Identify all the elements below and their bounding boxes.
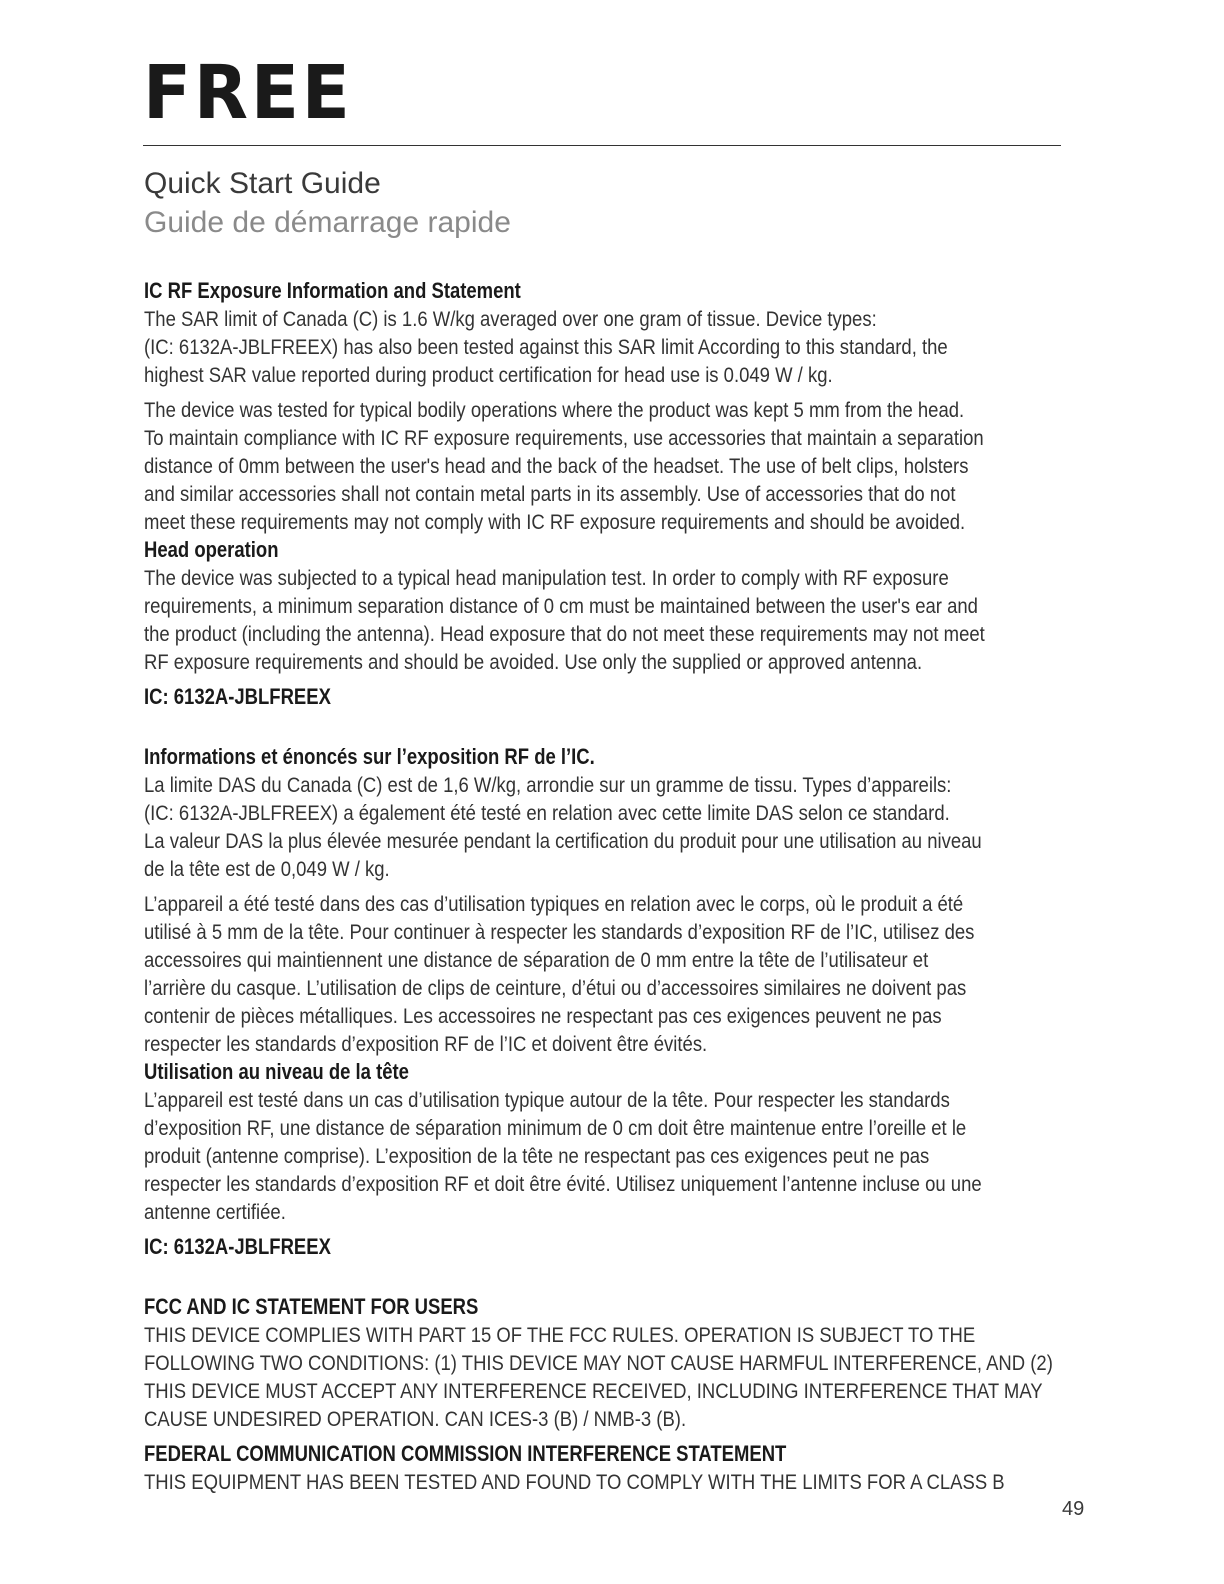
paragraph-ic-rf-body — [144, 396, 1064, 536]
paragraph-fcc-interference — [144, 1468, 1064, 1496]
paragraph-head-operation — [144, 564, 1064, 676]
text-line: La valeur DAS la plus élevée mesurée pendant la certification du produit pour une utilisation au niveau — [144, 829, 982, 853]
text-line: meet these requirements may not comply with IC RF exposure requirements and should be avoided. — [144, 510, 966, 534]
text-line: (IC: 6132A-JBLFREEX) a également été testé en relation avec cette limite DAS selon ce standard. — [144, 801, 950, 825]
ic-identifier: IC: 6132A-JBLFREEX — [144, 684, 331, 709]
header-divider — [143, 145, 1061, 146]
text-line: The device was subjected to a typical head manipulation test. In order to comply with RF exposure — [144, 566, 949, 590]
text-line: d’exposition RF, une distance de séparation minimum de 0 cm doit être maintenue entre l’oreille et le — [144, 1116, 967, 1140]
text-line: utilisé à 5 mm de la tête. Pour continuer à respecter les standards d’exposition RF de l’IC, utilisez des — [144, 920, 975, 944]
text-line: CAUSE UNDESIRED OPERATION. CAN ICES-3 (B) / NMB-3 (B). — [144, 1407, 687, 1431]
text-line: THIS EQUIPMENT HAS BEEN TESTED AND FOUND TO COMPLY WITH THE LIMITS FOR A CLASS B — [144, 1470, 1005, 1494]
section-heading-head-french: Utilisation au niveau de la tête — [144, 1059, 409, 1084]
section-heading-head-operation: Head operation — [144, 537, 279, 562]
text-line: the product (including the antenna). Head exposure that do not meet these requirements may not meet — [144, 622, 985, 646]
text-line: To maintain compliance with IC RF exposure requirements, use accessories that maintain a separation — [144, 426, 984, 450]
text-line: de la tête est de 0,049 W / kg. — [144, 857, 390, 881]
document-body — [144, 277, 1064, 1496]
brand-logo: FREE — [143, 50, 353, 136]
paragraph-head-french — [144, 1086, 1064, 1226]
text-line: (IC: 6132A-JBLFREEX) has also been tested against this SAR limit According to this standard, the — [144, 335, 948, 359]
page-number: 49 — [1062, 1498, 1085, 1520]
text-line: FOLLOWING TWO CONDITIONS: (1) THIS DEVICE MAY NOT CAUSE HARMFUL INTERFERENCE, AND (2) — [144, 1351, 1053, 1375]
paragraph-fcc-ic — [144, 1321, 1064, 1433]
section-heading-ic-rf-french: Informations et énoncés sur l’exposition RF de l’IC. — [144, 744, 595, 769]
section-heading-fcc-interference: FEDERAL COMMUNICATION COMMISSION INTERFERENCE STATEMENT — [144, 1441, 787, 1466]
text-line: THIS DEVICE COMPLIES WITH PART 15 OF THE FCC RULES. OPERATION IS SUBJECT TO THE — [144, 1323, 976, 1347]
section-heading-ic-rf: IC RF Exposure Information and Statement — [144, 278, 521, 303]
page-title: Quick Start Guide — [144, 167, 381, 200]
paragraph-ic-rf-sar — [144, 305, 1064, 389]
text-line: contenir de pièces métalliques. Les accessoires ne respectant pas ces exigences peuvent ne pas — [144, 1004, 942, 1028]
text-line: distance of 0mm between the user's head and the back of the headset. The use of belt clips, holsters — [144, 454, 969, 478]
text-line: L’appareil a été testé dans des cas d’utilisation typiques en relation avec le corps, où le produit a été — [144, 892, 964, 916]
text-line: The device was tested for typical bodily operations where the product was kept 5 mm from the head. — [144, 398, 965, 422]
text-line: accessoires qui maintiennent une distance de séparation de 0 mm entre la tête de l’utilisateur et — [144, 948, 929, 972]
text-line: La limite DAS du Canada (C) est de 1,6 W/kg, arrondie sur un gramme de tissu. Types d’appareils: — [144, 773, 952, 797]
text-line: respecter les standards d’exposition RF et doit être évité. Utilisez uniquement l’antenne incluse ou une — [144, 1172, 982, 1196]
text-line: requirements, a minimum separation distance of 0 cm must be maintained between the user's ear and — [144, 594, 978, 618]
text-line: and similar accessories shall not contain metal parts in its assembly. Use of accessories that do not — [144, 482, 956, 506]
text-line: antenne certifiée. — [144, 1200, 286, 1224]
ic-identifier-french: IC: 6132A-JBLFREEX — [144, 1234, 331, 1259]
text-line: respecter les standards d’exposition RF de l’IC et doivent être évités. — [144, 1032, 708, 1056]
text-line: RF exposure requirements and should be avoided. Use only the supplied or approved antenna. — [144, 650, 923, 674]
text-line: l’arrière du casque. L’utilisation de clips de ceinture, d’étui ou d’accessoires similaires ne doivent pas — [144, 976, 967, 1000]
text-line: The SAR limit of Canada (C) is 1.6 W/kg averaged over one gram of tissue. Device types: — [144, 307, 877, 331]
paragraph-ic-rf-french-das — [144, 771, 1064, 883]
text-line: L’appareil est testé dans un cas d’utilisation typique autour de la tête. Pour respecter les standards — [144, 1088, 950, 1112]
page-subtitle-french: Guide de démarrage rapide — [144, 206, 511, 239]
paragraph-ic-rf-french-body — [144, 890, 1064, 1058]
text-line: produit (antenne comprise). L’exposition de la tête ne respectant pas ces exigences peut ne pas — [144, 1144, 930, 1168]
section-heading-fcc-ic: FCC AND IC STATEMENT FOR USERS — [144, 1294, 479, 1319]
text-line: THIS DEVICE MUST ACCEPT ANY INTERFERENCE RECEIVED, INCLUDING INTERFERENCE THAT MAY — [144, 1379, 1043, 1403]
text-line: highest SAR value reported during product certification for head use is 0.049 W / kg. — [144, 363, 833, 387]
